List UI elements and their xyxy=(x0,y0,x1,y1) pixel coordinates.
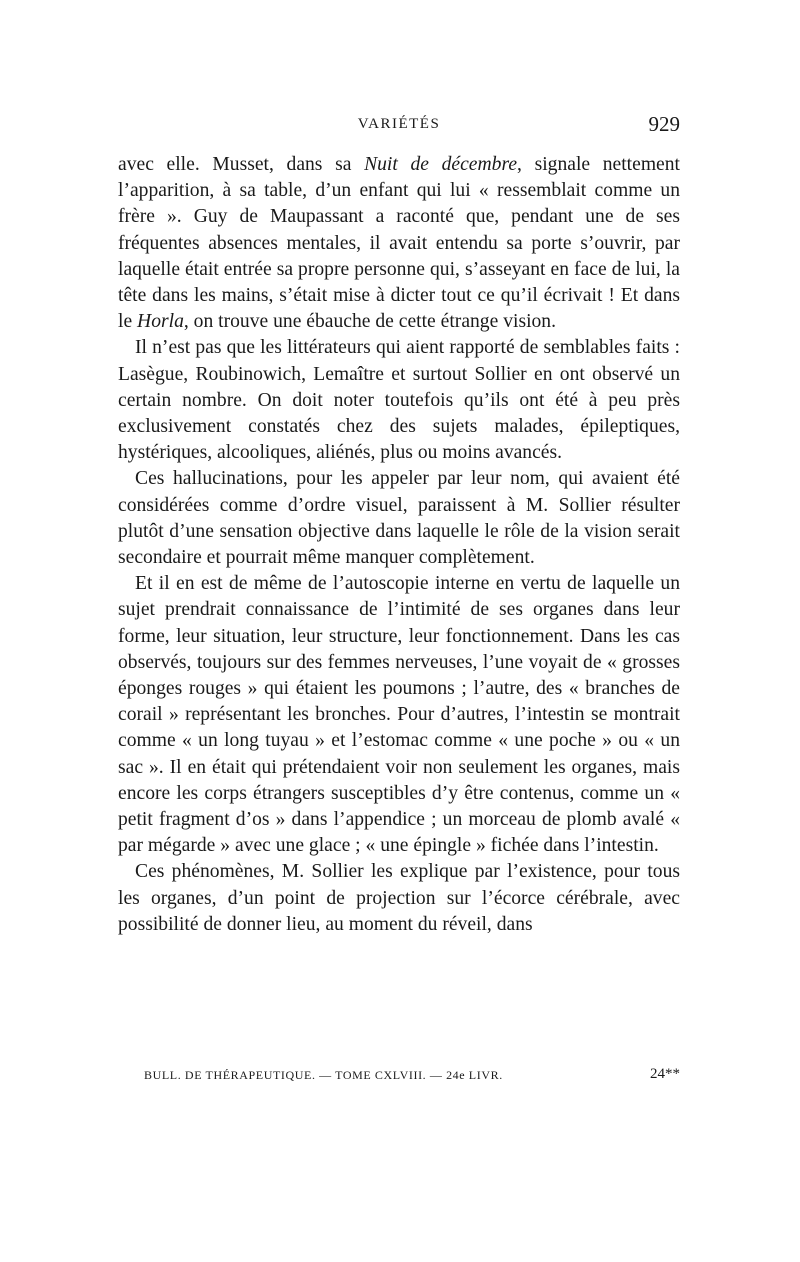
paragraph-5: Ces phénomènes, M. Sollier les explique par l’existence, pour tous les organes, d’un point de projection sur l’écorce cérébrale, avec possibilité de donner lieu, au moment du réveil, dans xyxy=(118,861,680,935)
paragraph-3: Ces hallucinations, pour les appeler par leur nom, qui avaient été considérées comme d’ordre visuel, paraissent à M. Sollier résulter plutôt d’une sensation objective dans laquelle le rôle de la vision serait secondaire et pourrait même manquer complètement. xyxy=(118,468,680,569)
footer-publication: BULL. DE THÉRAPEUTIQUE. — TOME CXLVIII. — 24e LIVR. xyxy=(144,1068,503,1082)
footer-signature: 24** xyxy=(650,1066,680,1082)
page-number: 929 xyxy=(648,112,680,136)
title-horla: Horla xyxy=(137,311,184,333)
paragraph-2: Il n’est pas que les littérateurs qui aient rapporté de semblables faits : Lasègue, Roubinowich, Lemaître et surtout Sollier en ont observé un certain nombre. On doit noter toutefois qu’ils ont été à peu près exclusivement constatés chez des sujets malades, épileptiques, hystériques, alcooliques, aliénés, plus ou moins avancés. xyxy=(118,337,680,464)
paragraph-1-part-e: , on trouve une ébauche de cette étrange vision. xyxy=(183,311,557,333)
paragraph-1 xyxy=(118,152,680,335)
page-footer xyxy=(144,1068,680,1092)
running-title: VARIÉTÉS xyxy=(357,116,441,132)
body-text xyxy=(118,152,680,938)
running-head xyxy=(118,112,680,144)
paragraph-1-part-a: avec elle. Musset, dans sa xyxy=(118,154,365,175)
title-nuit-de-decembre: Nuit de décembre xyxy=(364,154,518,175)
paragraph-4: Et il en est de même de l’autoscopie interne en vertu de laquelle un sujet prendrait connaissance de l’intimité de ses organes dans leur forme, leur situation, leur structure, leur fonctionnement. Dans les cas observés, toujours sur des femmes nerveuses, l’une voyait de « grosses éponges rouges » qui étaient les poumons ; l’autre, des « branches de corail » représentant les bronches. Pour d’autres, l’intestin se montrait comme « un long tuyau » et l’estomac comme « une poche » ou « un sac ». Il en était qui prétendaient voir non seulement les organes, mais encore les corps étrangers susceptibles d’y être contenus, comme un « petit fragment d’os » dans l’appendice ; un morceau de plomb avalé « par mégarde » avec une glace ; « une épingle » fichée dans l’intestin. xyxy=(118,573,680,857)
paragraph-1-part-c: , signale nettement l’apparition, à sa table, d’un enfant qui lui « ressemblait comme un frère ». Guy de Maupassant a raconté que, pendant une de ses fréquentes absences mentales, il avait entendu sa porte s’ouvrir, par laquelle était entrée sa propre personne qui, s’asseyant en face de lui, la tête dans les mains, s’était mise à dicter tout ce qu’il écrivait ! Et dans le xyxy=(118,154,680,333)
